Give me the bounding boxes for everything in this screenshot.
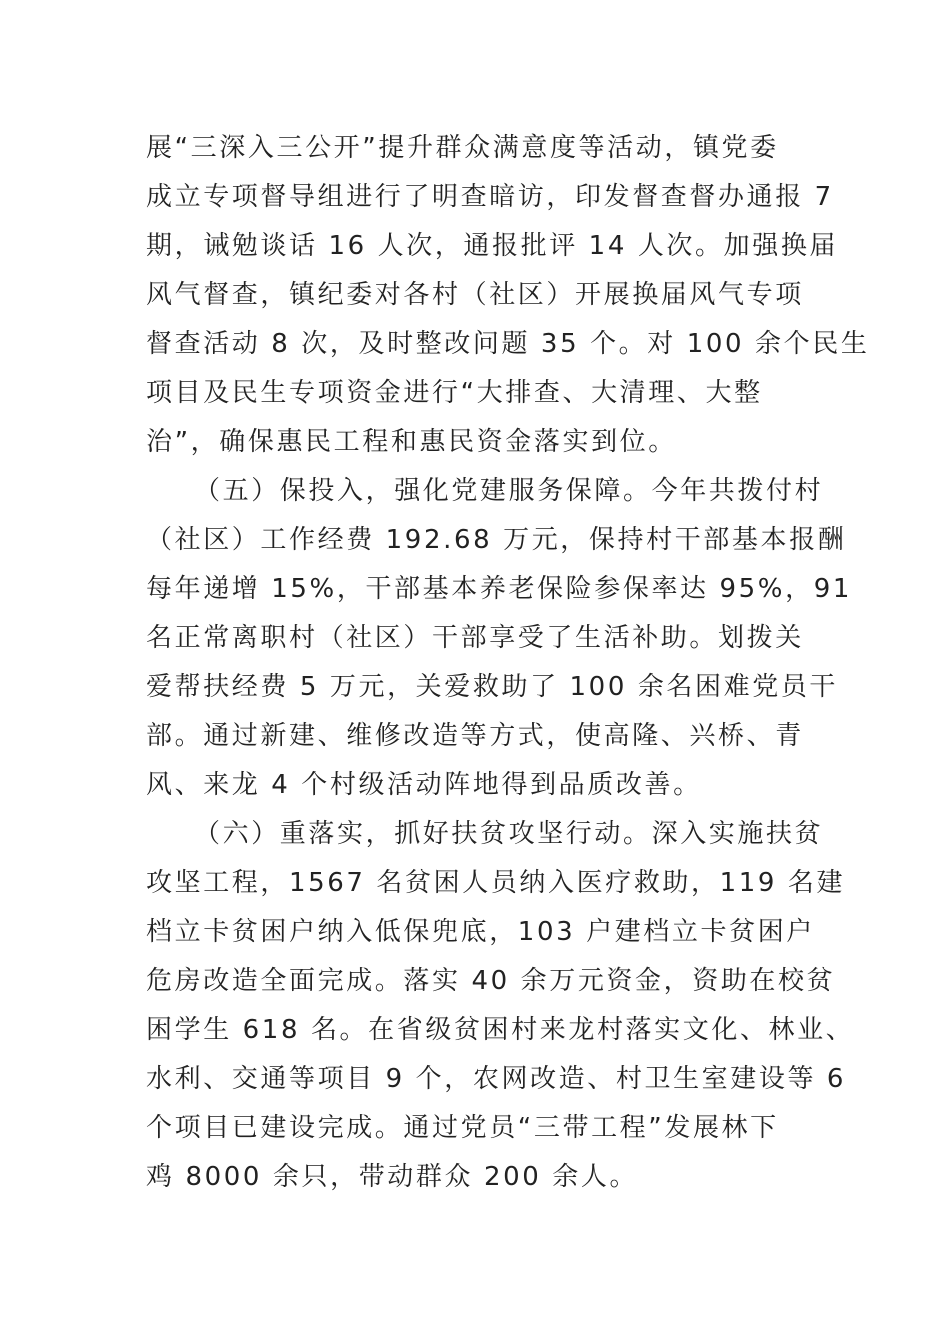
text-line: 成立专项督导组进行了明查暗访，印发督查督办通报 7: [146, 182, 834, 212]
section-heading-line: （六）重落实，抓好扶贫攻坚行动。深入实施扶贫: [194, 819, 824, 849]
text-line: 督查活动 8 次，及时整改问题 35 个。对 100 余个民生: [146, 329, 870, 359]
section-heading-line: （五）保投入，强化党建服务保障。今年共拨付村: [194, 476, 824, 506]
text-line: 危房改造全面完成。落实 40 余万元资金，资助在校贫: [146, 966, 836, 996]
text-line: 爱帮扶经费 5 万元，关爱救助了 100 余名困难党员干: [146, 672, 839, 702]
body-text: [146, 124, 870, 1202]
text-line: 部。通过新建、维修改造等方式，使高隆、兴桥、青: [146, 721, 804, 751]
text-line: 鸡 8000 余只，带动群众 200 余人。: [146, 1162, 639, 1192]
text-line: 治”，确保惠民工程和惠民资金落实到位。: [146, 427, 677, 457]
text-line: 名正常离职村（社区）干部享受了生活补助。划拨关: [146, 623, 804, 653]
text-line: 困学生 618 名。在省级贫困村来龙村落实文化、林业、: [146, 1015, 855, 1045]
text-line: 个项目已建设完成。通过党员“三带工程”发展林下: [146, 1113, 779, 1143]
text-line: 风气督查，镇纪委对各村（社区）开展换届风气专项: [146, 280, 804, 310]
text-line: 每年递增 15%，干部基本养老保险参保率达 95%，91: [146, 574, 852, 604]
text-line: 期，诫勉谈话 16 人次，通报批评 14 人次。加强换届: [146, 231, 839, 261]
text-line: 风、来龙 4 个村级活动阵地得到品质改善。: [146, 770, 702, 800]
text-line: 档立卡贫困户纳入低保兜底，103 户建档立卡贫困户: [146, 917, 815, 947]
text-line: （社区）工作经费 192.68 万元，保持村干部基本报酬: [146, 525, 847, 555]
text-line: 攻坚工程，1567 名贫困人员纳入医疗救助，119 名建: [146, 868, 846, 898]
text-line: 项目及民生专项资金进行“大排查、大清理、大整: [146, 378, 763, 408]
text-line: 展“三深入三公开”提升群众满意度等活动，镇党委: [146, 133, 779, 163]
text-line: 水利、交通等项目 9 个，农网改造、村卫生室建设等 6: [146, 1064, 847, 1094]
